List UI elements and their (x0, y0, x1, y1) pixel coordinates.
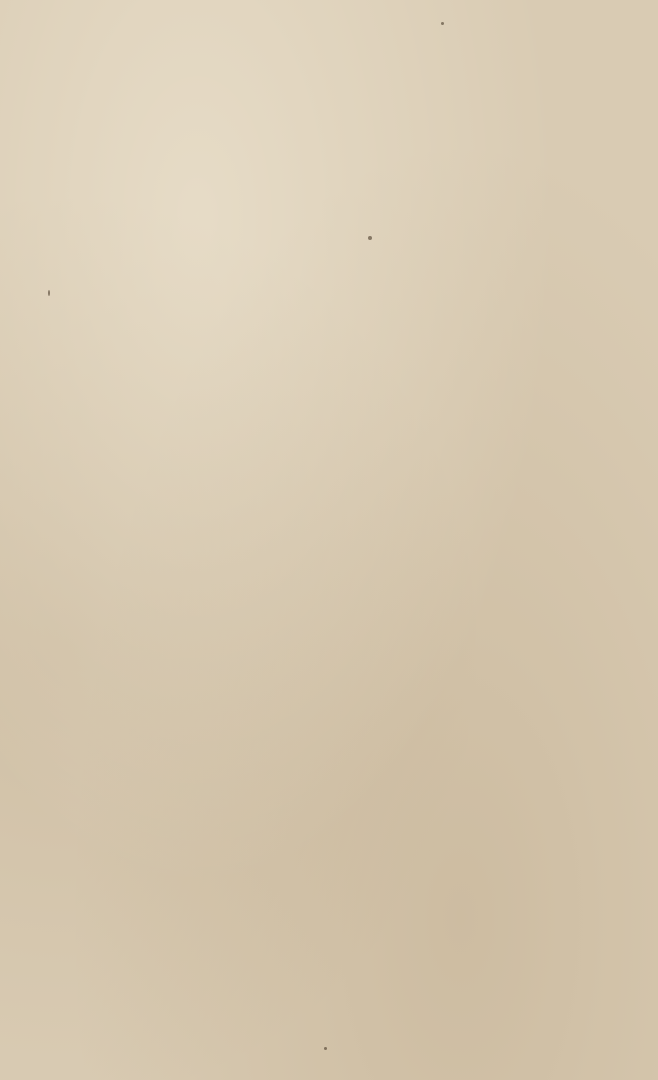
paper-speck (324, 1047, 327, 1050)
paper-speck (48, 290, 50, 296)
paper-speck (441, 22, 444, 25)
paper-speck (368, 236, 372, 240)
